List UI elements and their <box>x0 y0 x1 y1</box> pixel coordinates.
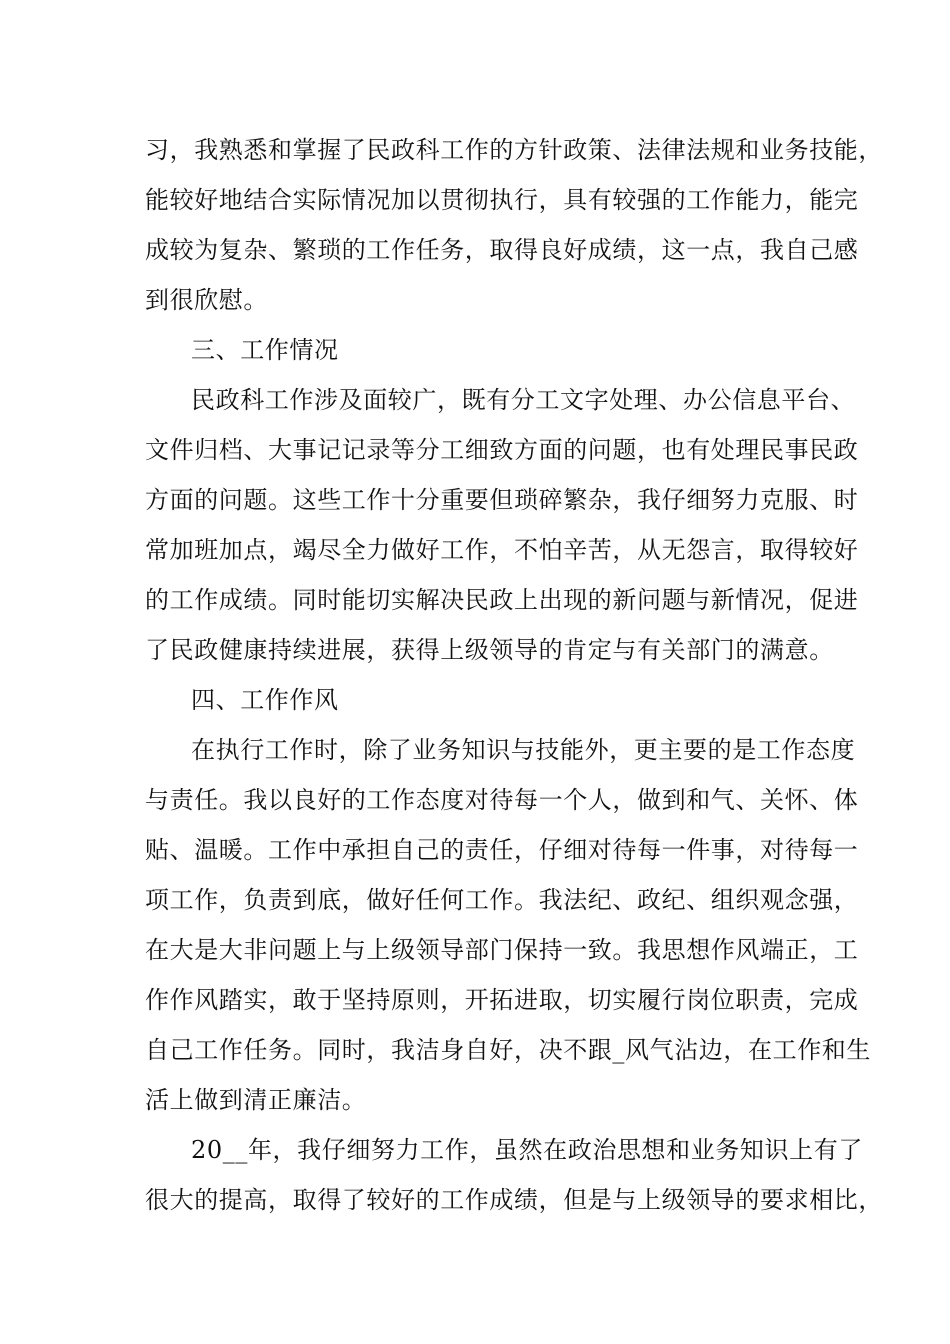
text-line: 活上做到清正廉洁。 <box>145 1086 367 1114</box>
text-line: 民政科工作涉及面较广，既有分工文字处理、办公信息平台、 <box>191 386 856 414</box>
text-line: 在执行工作时，除了业务知识与技能外，更主要的是工作态度 <box>191 736 856 764</box>
text-line: 方面的问题。这些工作十分重要但琐碎繁杂，我仔细努力克服、时 <box>145 486 859 514</box>
text-line: 习，我熟悉和掌握了民政科工作的方针政策、法律法规和业务技能， <box>145 136 883 164</box>
text-line: 与责任。我以良好的工作态度对待每一个人，做到和气、关怀、体 <box>145 786 859 814</box>
text-line: 成较为复杂、繁琐的工作任务，取得良好成绩，这一点，我自己感 <box>145 236 859 264</box>
text-line: 能较好地结合实际情况加以贯彻执行，具有较强的工作能力，能完 <box>145 186 859 214</box>
text-line: 到很欣慰。 <box>145 286 268 314</box>
text-line: 作作风踏实，敢于坚持原则，开拓进取，切实履行岗位职责，完成 <box>145 986 859 1014</box>
text-line: 贴、温暖。工作中承担自己的责任，仔细对待每一件事，对待每一 <box>145 836 859 864</box>
text-line: 常加班加点，竭尽全力做好工作，不怕辛苦，从无怨言，取得较好 <box>145 536 859 564</box>
text-line: 20__年，我仔细努力工作，虽然在政治思想和业务知识上有了 <box>191 1136 863 1164</box>
text-line: 的工作成绩。同时能切实解决民政上出现的新问题与新情况，促进 <box>145 586 859 614</box>
text-line: 很大的提高，取得了较好的工作成绩，但是与上级领导的要求相比， <box>145 1186 883 1214</box>
text-line: 文件归档、大事记记录等分工细致方面的问题，也有处理民事民政 <box>145 436 859 464</box>
text-line: 在大是大非问题上与上级领导部门保持一致。我思想作风端正，工 <box>145 936 859 964</box>
section-heading: 三、工作情况 <box>191 336 339 364</box>
text-line: 项工作，负责到底，做好任何工作。我法纪、政纪、组织观念强， <box>145 886 859 914</box>
section-heading: 四、工作作风 <box>191 686 339 714</box>
text-line: 了民政健康持续进展，获得上级领导的肯定与有关部门的满意。 <box>145 636 834 664</box>
text-line: 自己工作任务。同时，我洁身自好，决不跟_风气沾边，在工作和生 <box>145 1036 871 1064</box>
